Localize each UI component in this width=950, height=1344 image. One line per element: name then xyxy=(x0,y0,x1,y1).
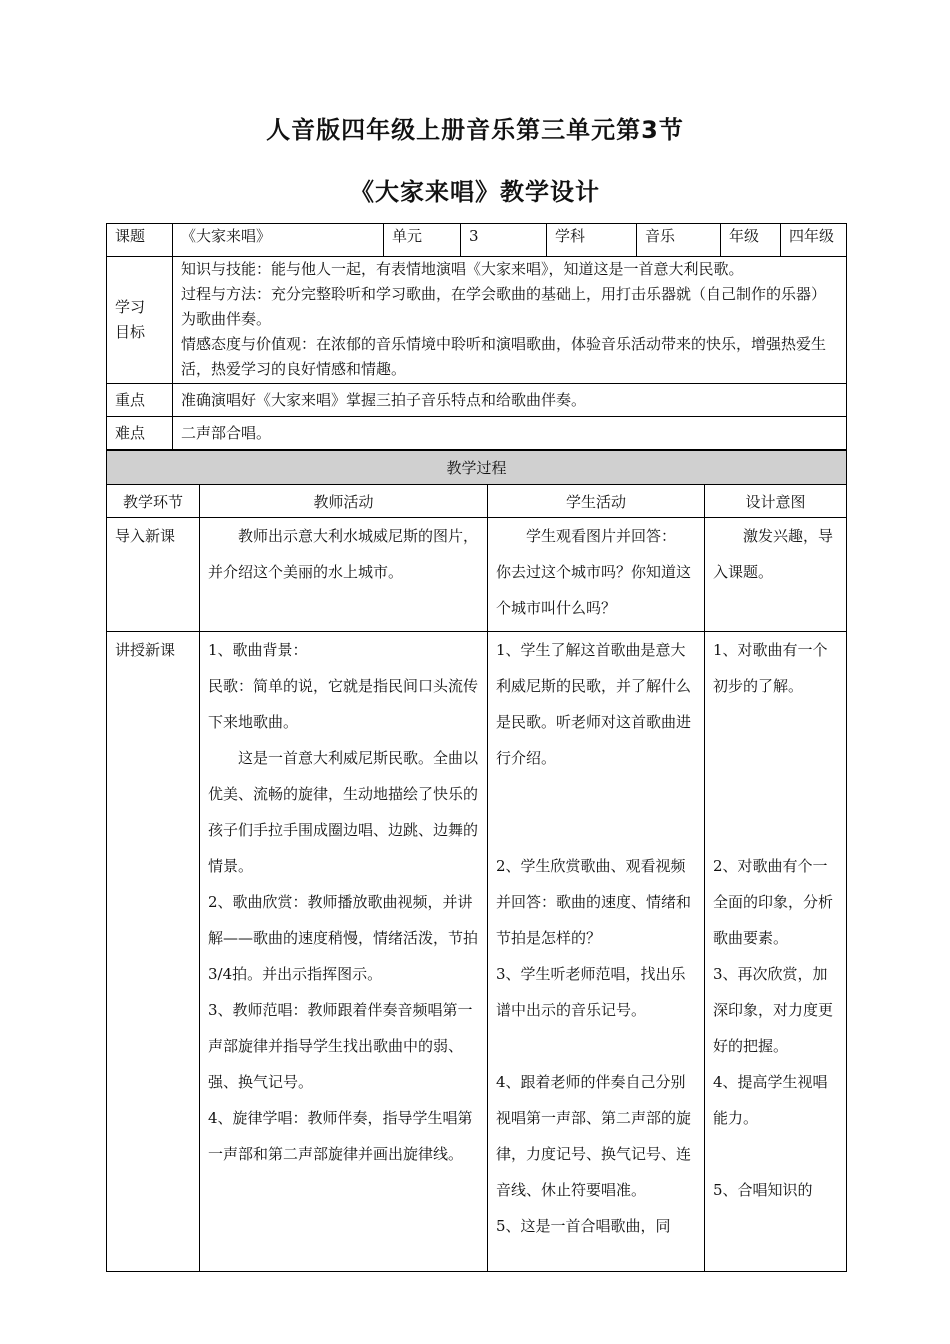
course-label: 课题 xyxy=(107,224,173,257)
student-step3: 3、学生听老师范唱，找出乐谱中出示的音乐记号。 xyxy=(496,965,686,1019)
difficulty-value: 二声部合唱。 xyxy=(173,417,847,450)
key-value: 准确演唱好《大家来唱》掌握三拍子音乐特点和给歌曲伴奏。 xyxy=(173,384,847,417)
col-stage: 教学环节 xyxy=(107,485,200,518)
doc-title-line2: 《大家来唱》教学设计 xyxy=(350,178,600,206)
lesson-stage: 讲授新课 xyxy=(107,632,200,1272)
intro-intent xyxy=(705,518,847,632)
difficulty-label: 难点 xyxy=(107,417,173,450)
course-value: 《大家来唱》 xyxy=(173,224,384,257)
intro-student-q2: 你去过这个城市吗？你知道这个城市叫什么吗？ xyxy=(496,563,692,617)
goals-label xyxy=(107,257,173,384)
grade-label: 年级 xyxy=(721,224,781,257)
student-step5: 5、这是一首合唱歌曲，同 xyxy=(496,1217,671,1235)
unit-value: 3 xyxy=(461,224,547,257)
grade-value: 四年级 xyxy=(781,224,847,257)
teacher-step1-head: 1、歌曲背景： xyxy=(208,641,308,659)
unit-label: 单元 xyxy=(384,224,461,257)
goals-cell xyxy=(173,257,847,384)
intro-student-q1: 学生观看图片并回答： xyxy=(526,527,677,545)
col-teacher: 教师活动 xyxy=(200,485,488,518)
subject-value: 音乐 xyxy=(637,224,721,257)
goal-process: 过程与方法：充分完整聆听和学习歌曲，在学会歌曲的基础上，用打击乐器就（自己制作的乐器）为歌曲伴奏。 xyxy=(181,285,827,328)
intro-student xyxy=(488,518,705,632)
teacher-step4: 4、旋律学唱：教师伴奏，指导学生唱第一声部和第二声部旋律并画出旋律线。 xyxy=(208,1109,473,1163)
process-table xyxy=(106,450,847,1272)
intent-step5: 5、合唱知识的 xyxy=(713,1181,813,1199)
intent-step2: 2、对歌曲有个一全面的印象，分析歌曲要素。 xyxy=(713,857,834,947)
teacher-step1-folk: 民歌：简单的说，它就是指民间口头流传下来地歌曲。 xyxy=(208,677,479,731)
process-header: 教学过程 xyxy=(107,451,847,485)
teacher-step1-desc: 这是一首意大利威尼斯民歌。全曲以优美、流畅的旋律，生动地描绘了快乐的孩子们手拉手围成圈边唱、边跳、边舞的情景。 xyxy=(208,749,479,875)
col-intent: 设计意图 xyxy=(705,485,847,518)
subject-label: 学科 xyxy=(547,224,637,257)
teacher-step2: 2、歌曲欣赏：教师播放歌曲视频，并讲解——歌曲的速度稍慢，情绪活泼，节拍3/4拍。并出示指挥图示。 xyxy=(208,893,479,983)
student-step4: 4、跟着老师的伴奏自己分别视唱第一声部、第二声部的旋律，力度记号、换气记号、连音线、休止符要唱准。 xyxy=(496,1073,692,1199)
intent-step4: 4、提高学生视唱能力。 xyxy=(713,1073,828,1127)
intent-step3: 3、再次欣赏，加深印象，对力度更好的把握。 xyxy=(713,965,834,1055)
col-student: 学生活动 xyxy=(488,485,705,518)
intro-teacher-text: 教师出示意大利水城威尼斯的图片，并介绍这个美丽的水上城市。 xyxy=(208,527,479,581)
lesson-student xyxy=(488,632,705,1272)
intro-intent-text: 激发兴趣，导入课题。 xyxy=(713,527,834,581)
key-label: 重点 xyxy=(107,384,173,417)
goals-label-1: 学习 xyxy=(115,298,146,316)
goal-emotion: 情感态度与价值观：在浓郁的音乐情境中聆听和演唱歌曲，体验音乐活动带来的快乐，增强热爱生活，热爱学习的良好情感和情趣。 xyxy=(181,335,827,378)
student-step1: 1、学生了解这首歌曲是意大利威尼斯的民歌，并了解什么是民歌。听老师对这首歌曲进行介绍。 xyxy=(496,641,692,767)
intro-teacher xyxy=(200,518,488,632)
lesson-teacher xyxy=(200,632,488,1272)
student-step2: 2、学生欣赏歌曲、观看视频并回答：歌曲的速度、情绪和节拍是怎样的？ xyxy=(496,857,692,947)
teacher-step3: 3、教师范唱：教师跟着伴奏音频唱第一声部旋律并指导学生找出歌曲中的弱、强、换气记号。 xyxy=(208,1001,473,1091)
lesson-intent xyxy=(705,632,847,1272)
intent-step1: 1、对歌曲有一个初步的了解。 xyxy=(713,641,828,695)
intro-stage: 导入新课 xyxy=(107,518,200,632)
doc-title-line1: 人音版四年级上册音乐第三单元第3节 xyxy=(266,116,684,144)
goals-label-2: 目标 xyxy=(115,323,146,341)
info-table xyxy=(106,223,847,450)
goal-knowledge: 知识与技能：能与他人一起，有表情地演唱《大家来唱》，知道这是一首意大利民歌。 xyxy=(181,260,744,278)
